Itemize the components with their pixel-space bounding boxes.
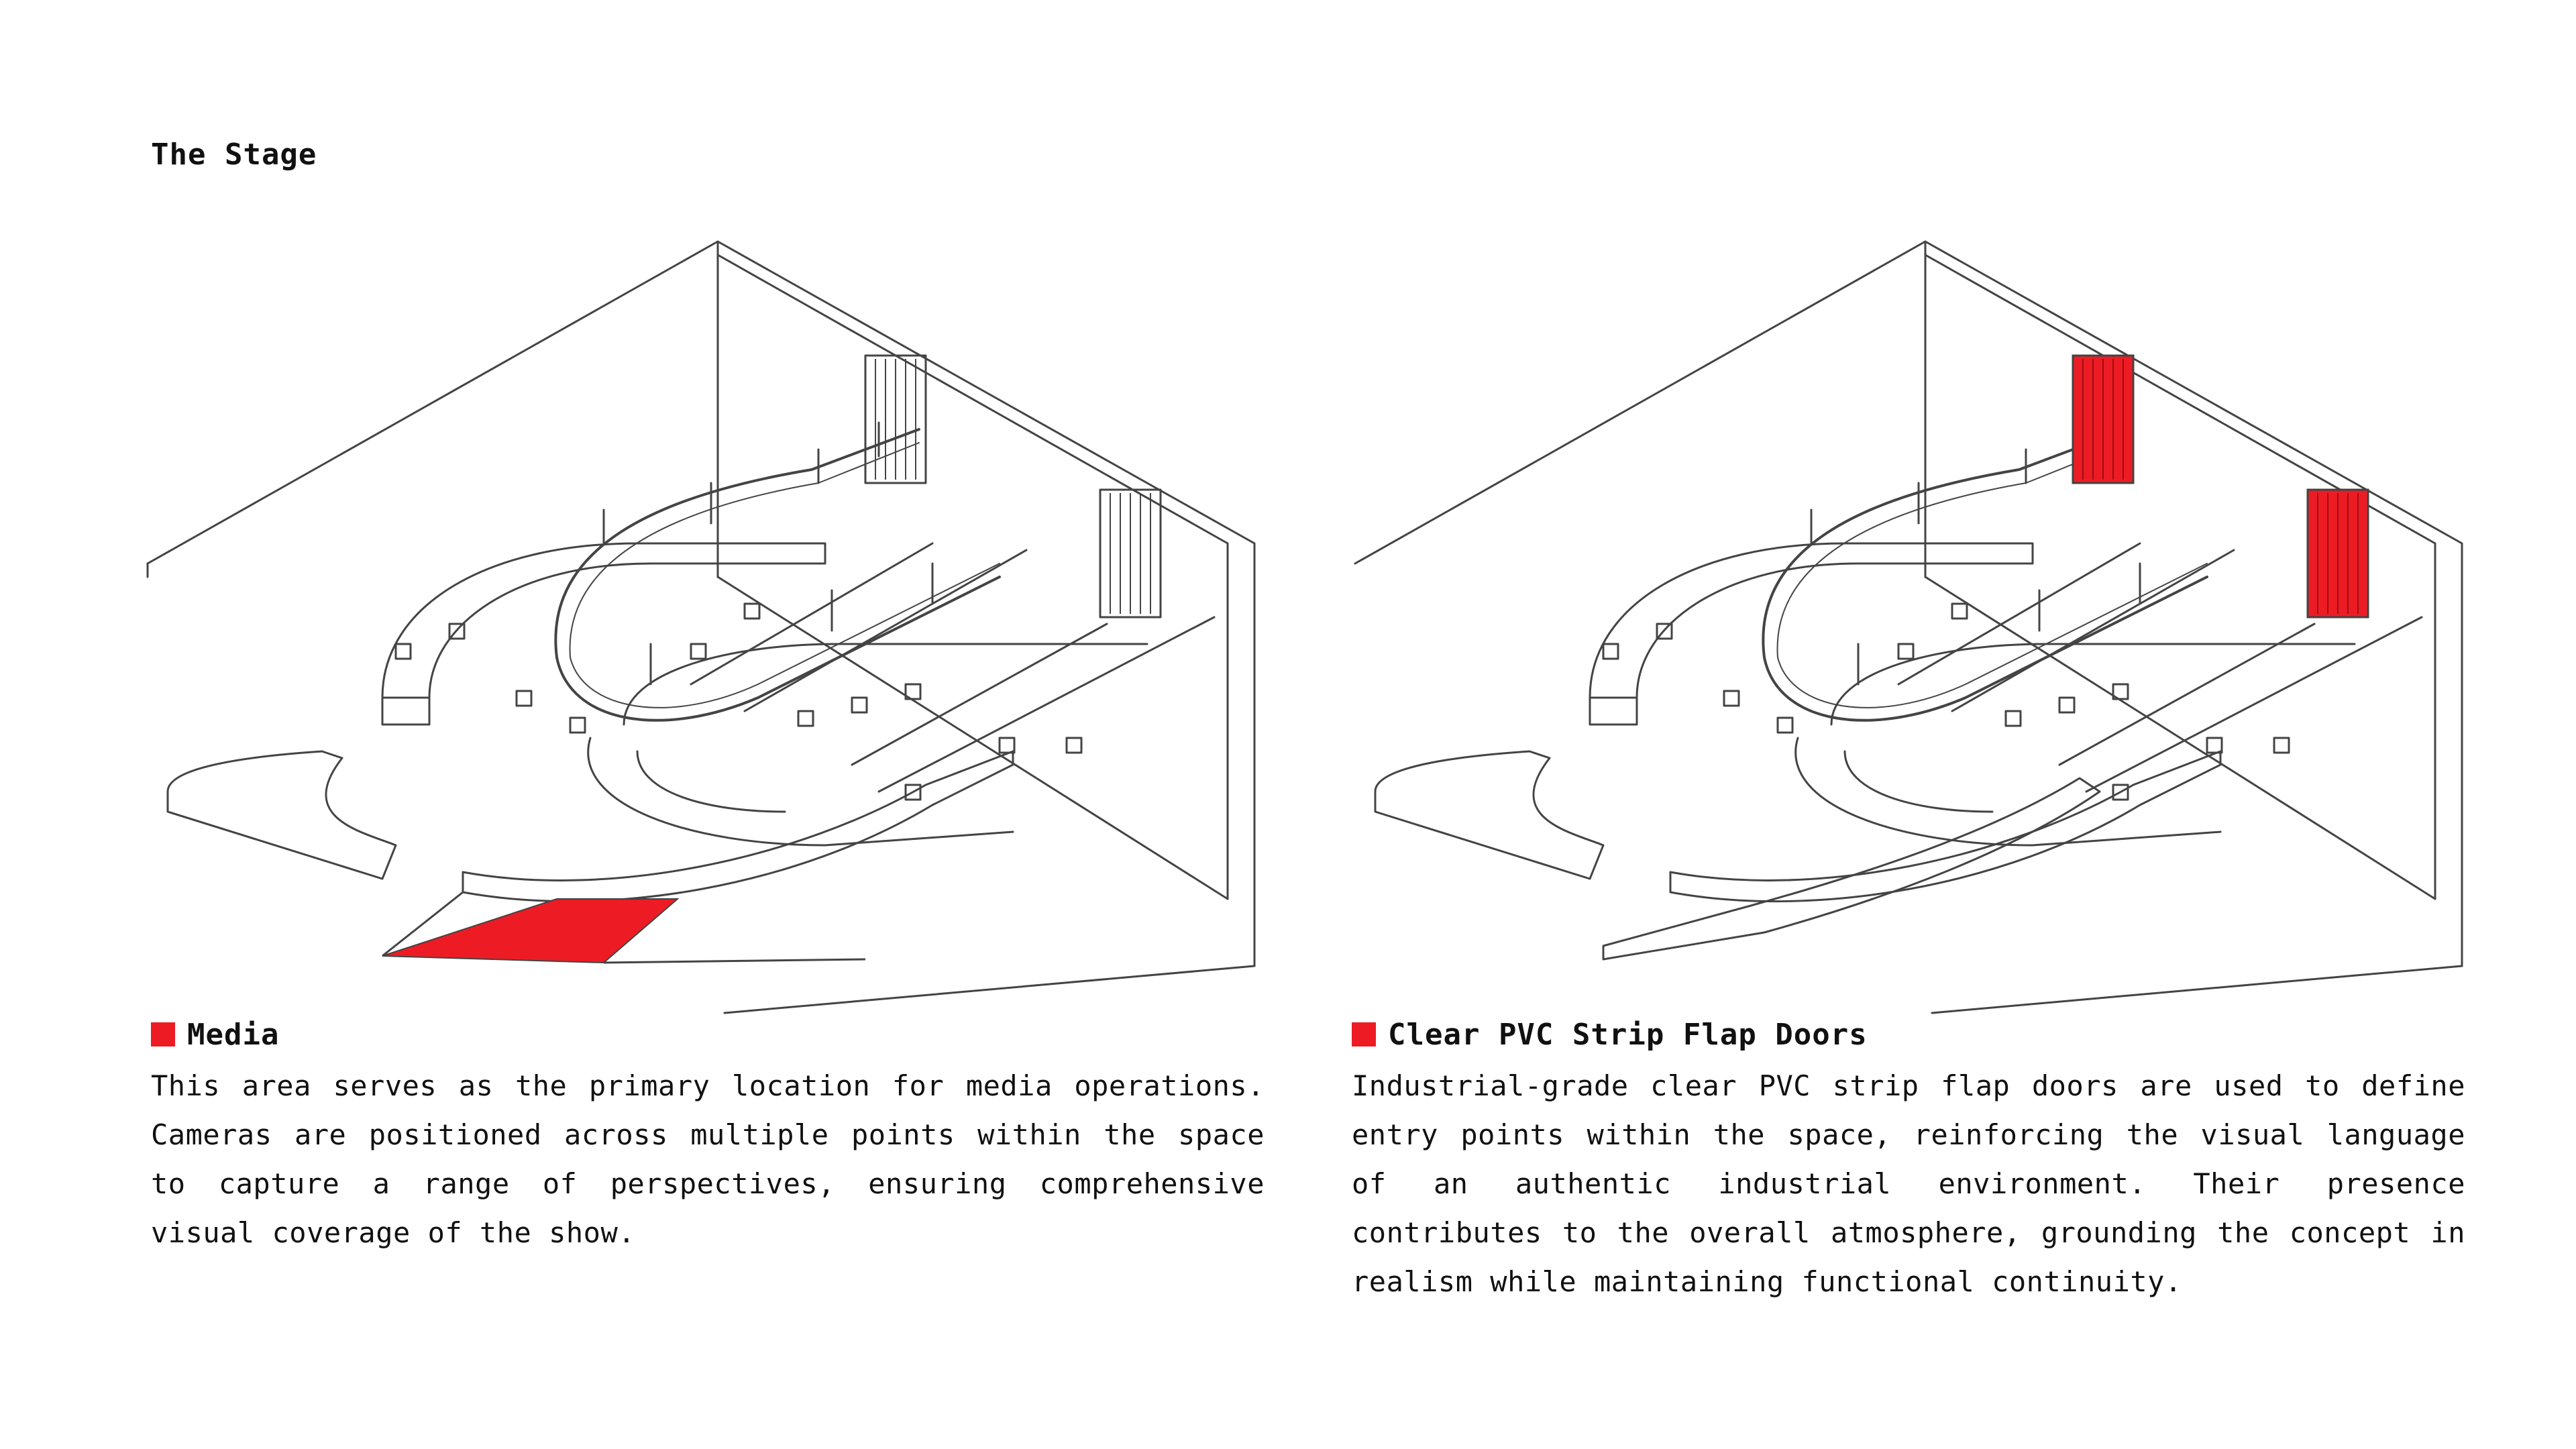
- inner-wall: [1925, 577, 2435, 899]
- equipment-box: [1952, 604, 1967, 619]
- equipment-box: [691, 644, 706, 659]
- equipment-box: [570, 718, 585, 733]
- legend-doors-head: [1352, 1014, 2465, 1055]
- upper-curved-seating-face: [1590, 698, 1637, 724]
- legend-swatch: [1352, 1022, 1376, 1046]
- central-runway-ring: [637, 751, 785, 812]
- legend-doors-text: Industrial-grade clear PVC strip flap doors are used to define entry points within the space, reinforcing the visual language of an authentic industrial environment. Their presence contributes to the overall atmosphere, grounding the concept in realism while maintaining functional continuity.: [1352, 1069, 2465, 1298]
- runway-band: [1952, 550, 2234, 711]
- media-area-highlight: [382, 899, 678, 963]
- equipment-box: [517, 691, 531, 706]
- equipment-box: [1724, 691, 1739, 706]
- stage-floor-front: [604, 959, 865, 963]
- legend-media-text: This area serves as the primary location for media operations. Cameras are positioned across multiple points within the space to capture a range of perspectives, ensuring comprehensive visual coverage of the show.: [151, 1069, 1265, 1249]
- legend-media-head: [151, 1014, 1265, 1055]
- lower-curved-seating: [168, 751, 396, 879]
- stage-diagram-doors: [1348, 228, 2475, 1020]
- stage-diagram-media: [141, 228, 1268, 1020]
- equipment-box: [1603, 644, 1618, 659]
- page-title: The Stage: [151, 138, 317, 172]
- equipment-box: [1778, 718, 1792, 733]
- equipment-box: [2006, 711, 2021, 726]
- central-runway-ring: [1845, 751, 1992, 812]
- lower-curved-seating: [1375, 751, 1603, 879]
- equipment-box: [798, 711, 813, 726]
- stage-isometric-drawing: [1348, 228, 2475, 1020]
- central-runway-arc: [624, 644, 1147, 724]
- front-platform-right: [1603, 778, 2100, 959]
- central-runway-arc: [1831, 644, 2355, 724]
- equipment-box: [1898, 644, 1913, 659]
- equipment-box: [396, 644, 411, 659]
- equipment-box: [2274, 738, 2289, 753]
- floor-edge-right: [724, 966, 1254, 1013]
- upper-curved-seating: [382, 543, 825, 698]
- runway-band: [745, 550, 1026, 711]
- legend-doors-title: Clear PVC Strip Flap Doors: [1388, 1017, 1868, 1052]
- equipment-box: [1067, 738, 1081, 753]
- legend-media: [151, 1014, 1265, 1257]
- equipment-box: [745, 604, 759, 619]
- equipment-box: [2059, 698, 2074, 712]
- upper-curved-seating-face: [382, 698, 429, 724]
- door-strips-outline: [875, 359, 1150, 614]
- equipment-box: [1000, 738, 1014, 753]
- upper-curved-seating: [1590, 543, 2033, 698]
- legend-swatch: [151, 1022, 175, 1046]
- inner-wall: [718, 577, 1228, 899]
- legend-doors: [1352, 1014, 2465, 1306]
- camera-rail-inner: [570, 443, 1000, 708]
- floor-edge-right: [1932, 966, 2462, 1013]
- stage-isometric-drawing: [141, 228, 1268, 1020]
- camera-rail-inner: [1778, 443, 2207, 708]
- pvc-doors-highlight: [2073, 356, 2368, 617]
- lower-platform: [463, 751, 1013, 902]
- legend-media-title: Media: [187, 1017, 280, 1052]
- equipment-box: [2207, 738, 2222, 753]
- lower-platform: [1670, 751, 2220, 902]
- equipment-box: [852, 698, 867, 712]
